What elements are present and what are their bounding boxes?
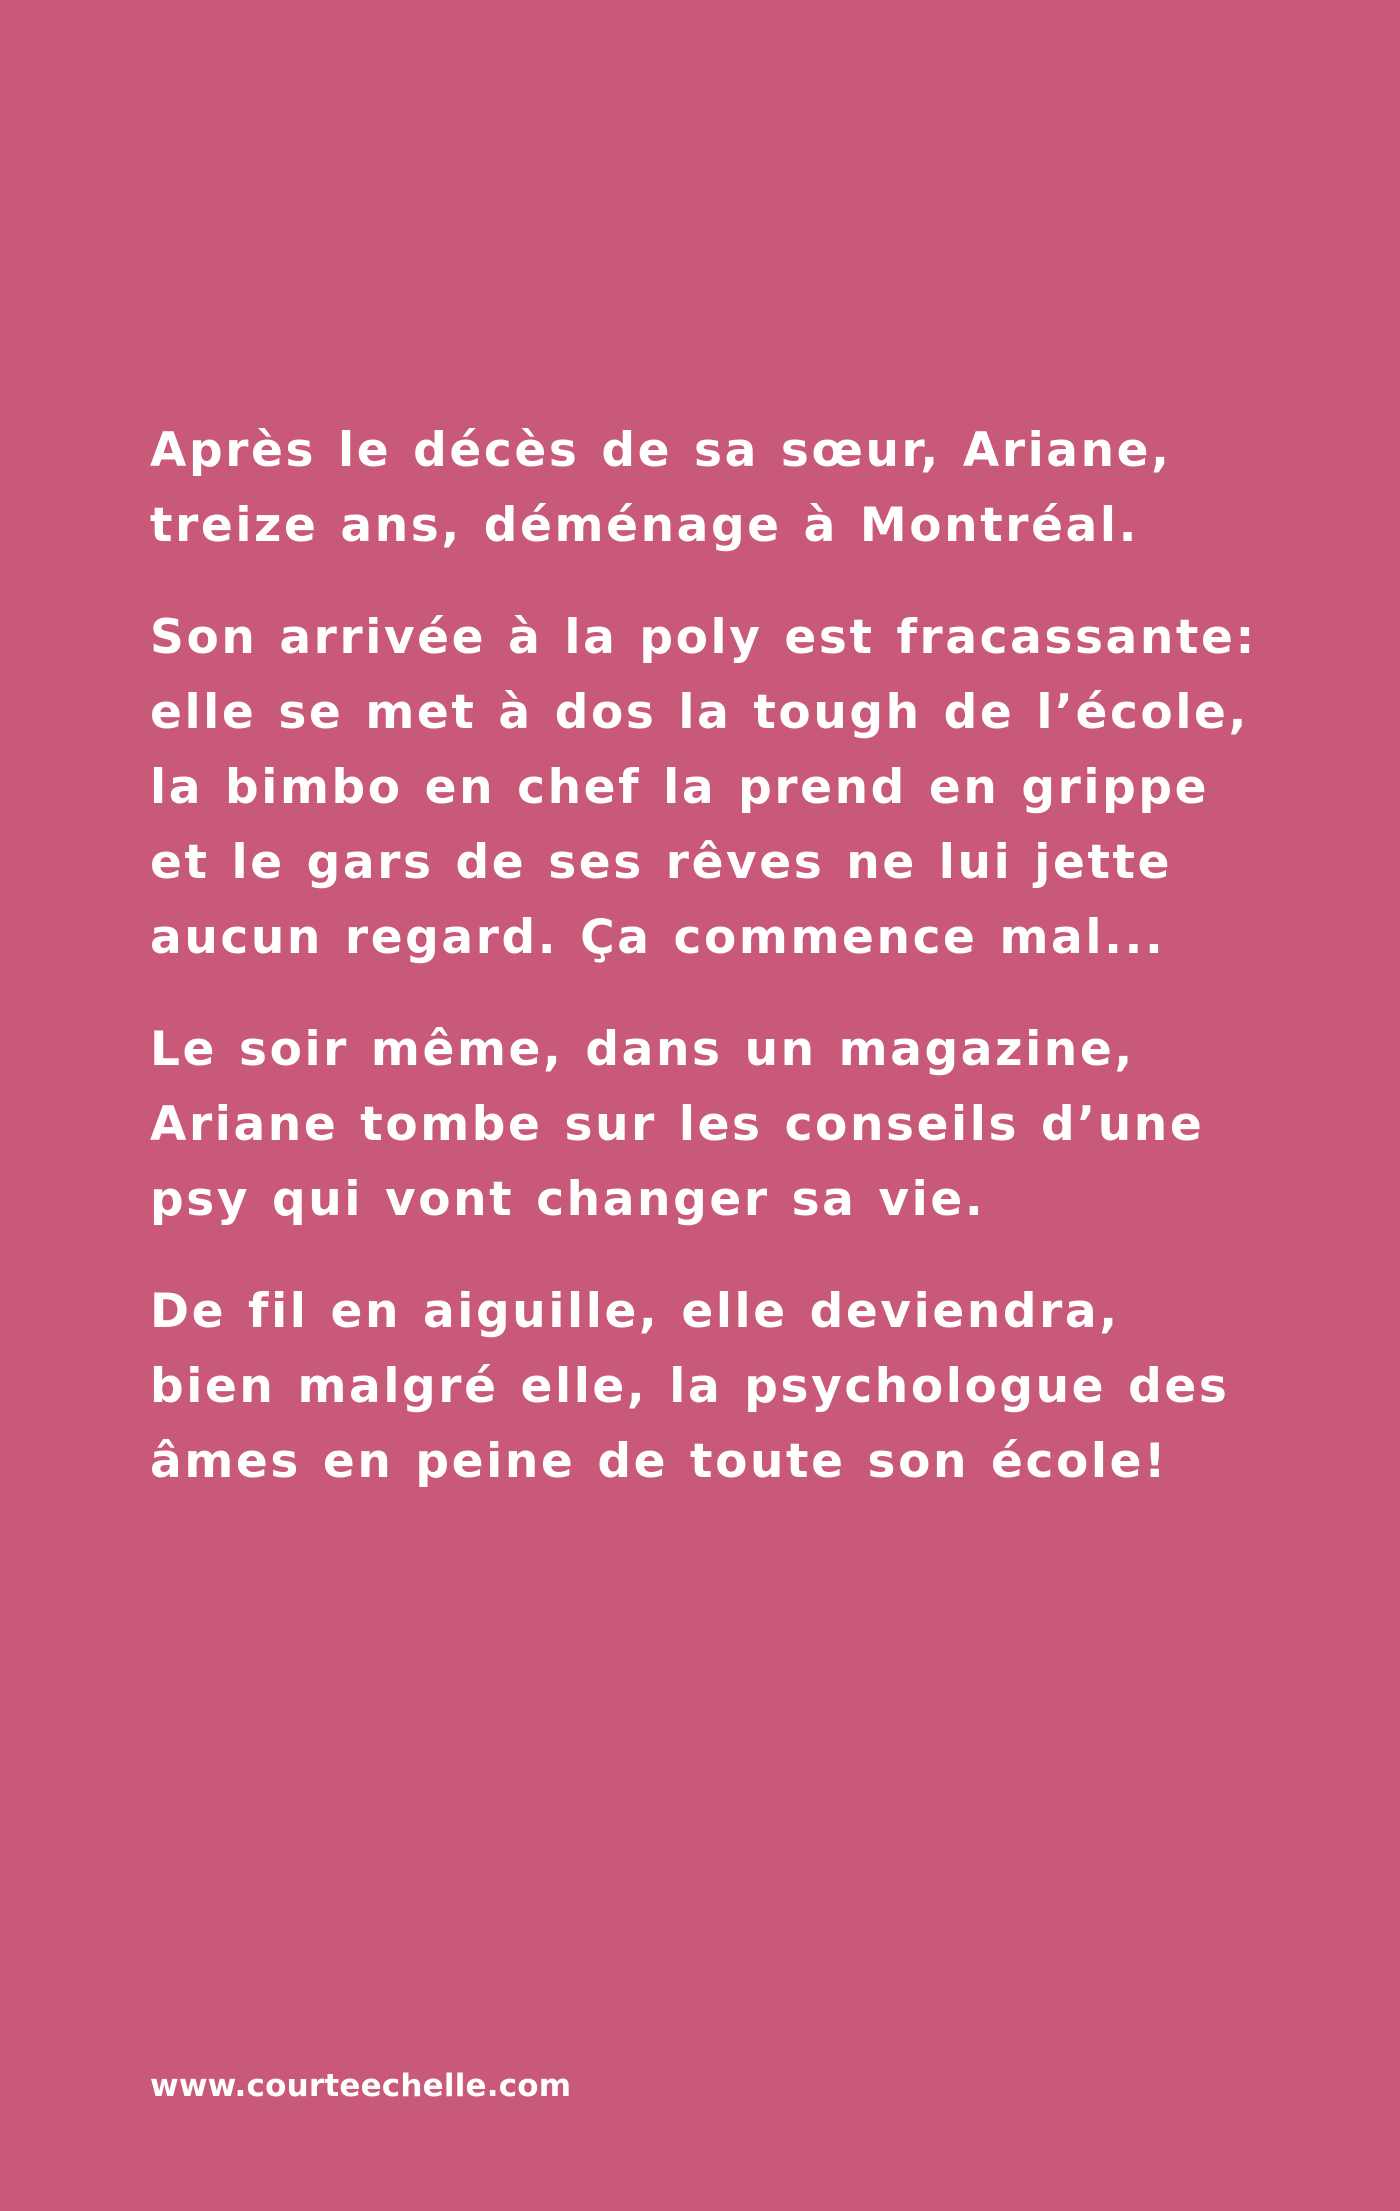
blurb-paragraph-4 xyxy=(150,1274,1270,1499)
blurb-line: elle se met à dos la tough de l’école, xyxy=(150,685,1249,740)
blurb-line: treize ans, déménage à Montréal. xyxy=(150,498,1140,553)
blurb-line: âmes en peine de toute son école! xyxy=(150,1434,1169,1489)
blurb-line: De fil en aiguille, elle deviendra, xyxy=(150,1284,1120,1339)
blurb-line: Ariane tombe sur les conseils d’une xyxy=(150,1097,1205,1152)
blurb-paragraph-2 xyxy=(150,600,1270,975)
publisher-website: www.courteechelle.com xyxy=(150,2068,572,2104)
blurb-line: Le soir même, dans un magazine, xyxy=(150,1022,1135,1077)
blurb-line: Son arrivée à la poly est fracassante: xyxy=(150,610,1257,665)
back-cover-blurb xyxy=(150,413,1270,1536)
blurb-line: et le gars de ses rêves ne lui jette xyxy=(150,835,1173,890)
blurb-line: bien malgré elle, la psychologue des xyxy=(150,1359,1230,1414)
blurb-line: aucun regard. Ça commence mal... xyxy=(150,910,1166,965)
blurb-paragraph-1 xyxy=(150,413,1270,563)
blurb-paragraph-3 xyxy=(150,1012,1270,1237)
blurb-line: psy qui vont changer sa vie. xyxy=(150,1172,986,1227)
blurb-line: Après le décès de sa sœur, Ariane, xyxy=(150,423,1172,478)
blurb-line: la bimbo en chef la prend en grippe xyxy=(150,760,1210,815)
